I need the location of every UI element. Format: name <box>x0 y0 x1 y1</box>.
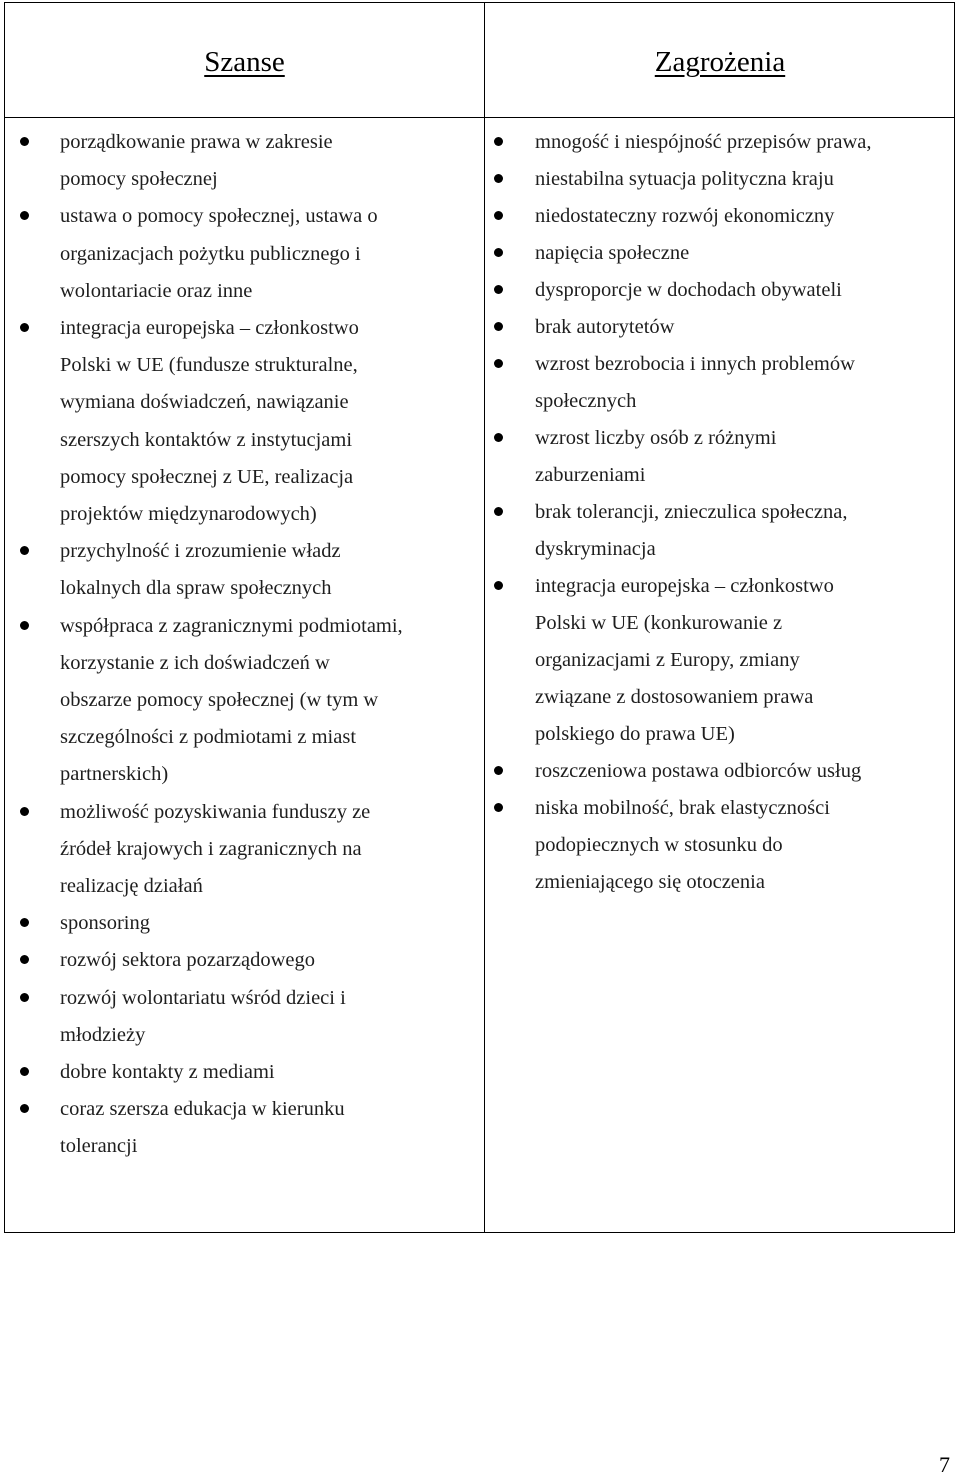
zagrozenia-item-line: wzrost bezrobocia i innych problemów <box>535 353 855 375</box>
zagrozenia-item-line: zmieniającego się otoczenia <box>535 871 765 893</box>
szanse-item <box>5 794 480 906</box>
bullet-icon <box>20 621 29 630</box>
bullet-icon <box>20 955 29 964</box>
zagrozenia-item <box>485 790 953 901</box>
szanse-item-line: pomocy społecznej <box>60 168 218 191</box>
bullet-icon <box>494 285 503 294</box>
szanse-item-line: rozwój sektora pozarządowego <box>60 949 315 972</box>
bullet-icon <box>494 507 503 516</box>
bullet-icon <box>494 211 503 220</box>
header-divider <box>5 117 954 118</box>
bullet-icon <box>494 766 503 775</box>
zagrozenia-item <box>485 124 953 161</box>
bullet-icon <box>494 174 503 183</box>
zagrozenia-item-line: polskiego do prawa UE) <box>535 723 735 745</box>
szanse-item-line: porządkowanie prawa w zakresie <box>60 131 333 153</box>
zagrozenia-item-line: roszczeniowa postawa odbiorców usług <box>535 760 862 782</box>
zagrozenia-item <box>485 161 953 198</box>
zagrozenia-item-line: niska mobilność, brak elastyczności <box>535 797 830 819</box>
zagrozenia-item <box>485 494 953 568</box>
szanse-item <box>5 310 480 533</box>
szanse-item <box>5 533 480 607</box>
zagrozenia-item-line: integracja europejska – członkostwo <box>535 575 834 597</box>
szanse-item-line: ustawa o pomocy społecznej, ustawa o <box>60 205 378 228</box>
szanse-item-line: korzystanie z ich doświadczeń w <box>60 651 330 674</box>
szanse-item-line: młodzieży <box>60 1023 146 1046</box>
szanse-item <box>5 1054 480 1091</box>
szanse-item-line: partnerskich) <box>60 763 169 786</box>
zagrozenia-item-line: niestabilna sytuacja polityczna kraju <box>535 168 834 190</box>
zagrozenia-item-line: organizacjami z Europy, zmiany <box>535 649 800 671</box>
zagrozenia-item <box>485 235 953 272</box>
bullet-icon <box>494 359 503 368</box>
page-number: 7 <box>939 1452 950 1477</box>
szanse-item-line: obszarze pomocy społecznej (w tym w <box>60 689 379 712</box>
bullet-icon <box>20 918 29 927</box>
szanse-list <box>5 124 480 1166</box>
szanse-item <box>5 980 480 1054</box>
zagrozenia-item-line: dyskryminacja <box>535 538 656 560</box>
zagrozenia-item-line: brak autorytetów <box>535 316 675 338</box>
szanse-item-line: tolerancji <box>60 1135 138 1158</box>
zagrozenia-list <box>485 124 953 901</box>
szanse-item-line: szerszych kontaktów z instytucjami <box>60 428 353 451</box>
header-szanse: Szanse <box>204 46 285 78</box>
zagrozenia-item-line: mnogość i niespójność przepisów prawa, <box>535 131 872 153</box>
szanse-item <box>5 608 480 794</box>
bullet-icon <box>20 993 29 1002</box>
szanse-item-line: szczególności z podmiotami z miast <box>60 726 357 749</box>
szanse-item-line: możliwość pozyskiwania funduszy ze <box>60 800 371 823</box>
zagrozenia-item <box>485 198 953 235</box>
szanse-item-line: sponsoring <box>60 912 150 935</box>
szanse-item-line: organizacjach pożytku publicznego i <box>60 242 361 265</box>
szanse-item <box>5 905 480 942</box>
zagrozenia-item-line: dysproporcje w dochodach obywateli <box>535 279 842 301</box>
bullet-icon <box>20 1104 29 1113</box>
zagrozenia-item <box>485 272 953 309</box>
zagrozenia-item <box>485 753 953 790</box>
bullet-icon <box>20 546 29 555</box>
zagrozenia-item-line: społecznych <box>535 390 637 412</box>
bullet-icon <box>494 803 503 812</box>
zagrozenia-item <box>485 568 953 753</box>
szanse-item-line: coraz szersza edukacja w kierunku <box>60 1098 345 1121</box>
szanse-item <box>5 198 480 310</box>
zagrozenia-item-line: napięcia społeczne <box>535 242 690 264</box>
bullet-icon <box>20 137 29 146</box>
zagrozenia-item-line: Polski w UE (konkurowanie z <box>535 612 783 634</box>
zagrozenia-item <box>485 346 953 420</box>
header-zagrozenia: Zagrożenia <box>654 46 786 78</box>
bullet-icon <box>494 322 503 331</box>
bullet-icon <box>494 137 503 146</box>
szanse-item-line: źródeł krajowych i zagranicznych na <box>60 837 362 860</box>
szanse-item-line: przychylność i zrozumienie władz <box>60 540 341 563</box>
szanse-item-line: lokalnych dla spraw społecznych <box>60 577 332 600</box>
szanse-item <box>5 124 480 198</box>
bullet-icon <box>20 1067 29 1076</box>
swot-table <box>4 2 955 1233</box>
szanse-item <box>5 942 480 979</box>
bullet-icon <box>494 248 503 257</box>
zagrozenia-item-line: niedostateczny rozwój ekonomiczny <box>535 205 835 227</box>
szanse-item-line: pomocy społecznej z UE, realizacja <box>60 465 354 488</box>
szanse-item-line: wymiana doświadczeń, nawiązanie <box>60 391 349 414</box>
zagrozenia-item-line: związane z dostosowaniem prawa <box>535 686 814 708</box>
szanse-item-line: wolontariacie oraz inne <box>60 279 253 302</box>
szanse-item-line: integracja europejska – członkostwo <box>60 317 359 340</box>
bullet-icon <box>20 807 29 816</box>
szanse-item-line: dobre kontakty z mediami <box>60 1061 275 1084</box>
bullet-icon <box>494 581 503 590</box>
bullet-icon <box>20 211 29 220</box>
szanse-item-line: Polski w UE (fundusze strukturalne, <box>60 354 358 377</box>
zagrozenia-item <box>485 309 953 346</box>
bullet-icon <box>20 323 29 332</box>
szanse-item-line: realizację działań <box>60 875 203 898</box>
zagrozenia-item-line: zaburzeniami <box>535 464 646 486</box>
szanse-item-line: projektów międzynarodowych) <box>60 503 317 526</box>
zagrozenia-item-line: brak tolerancji, znieczulica społeczna, <box>535 501 848 523</box>
szanse-item <box>5 1091 480 1165</box>
szanse-item-line: rozwój wolontariatu wśród dzieci i <box>60 986 346 1009</box>
szanse-item-line: współpraca z zagranicznymi podmiotami, <box>60 614 403 637</box>
zagrozenia-item-line: wzrost liczby osób z różnymi <box>535 427 777 449</box>
zagrozenia-item <box>485 420 953 494</box>
zagrozenia-item-line: podopiecznych w stosunku do <box>535 834 783 856</box>
bullet-icon <box>494 433 503 442</box>
